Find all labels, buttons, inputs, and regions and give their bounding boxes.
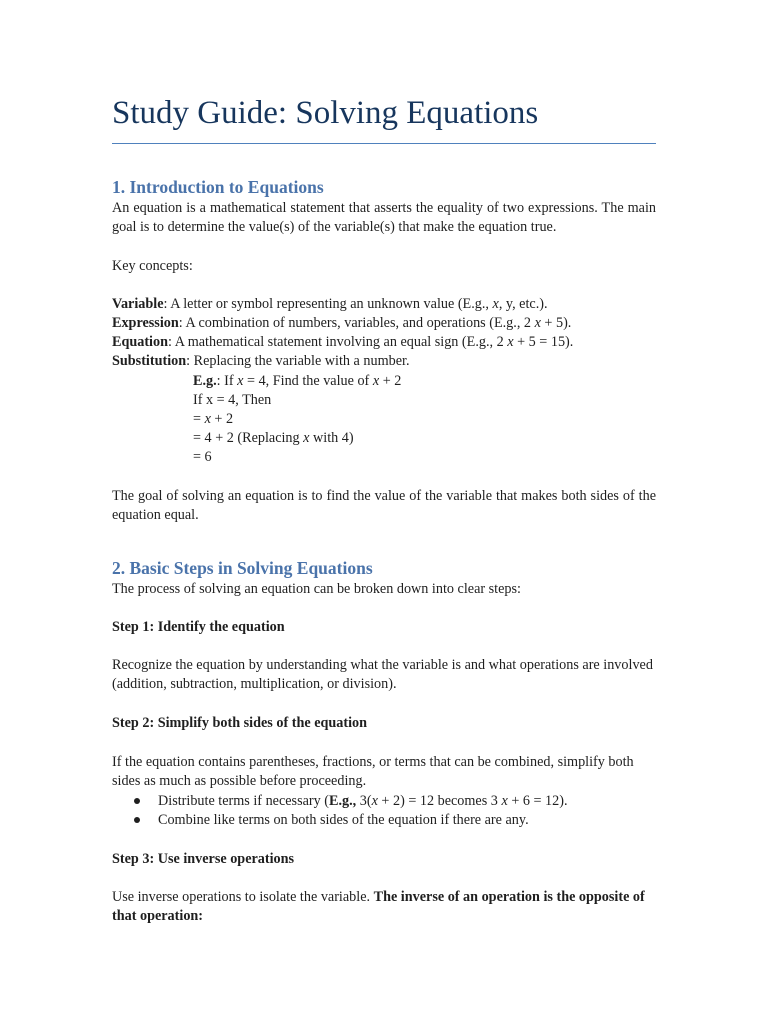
definition-expression: Expression: A combination of numbers, variables, and operations (E.g., 2 x + 5). [112,315,572,331]
section-heading-intro: 1. Introduction to Equations [112,177,324,197]
term-expression: Expression [112,315,179,331]
step3-heading: Step 3: Use inverse operations [112,851,295,867]
example-line-4: = 4 + 2 (Replacing x with 4) [193,430,354,446]
step1-heading: Step 1: Identify the equation [112,619,285,635]
goal-paragraph: The goal of solving an equation is to find the value of the variable that makes both sides of the equation equal. [112,488,656,524]
step2-bullet-list [112,792,656,830]
term-substitution: Substitution [112,353,187,369]
list-item: Distribute terms if necessary (E.g., 3(x + 2) = 12 becomes 3 x + 6 = 12). [112,792,656,811]
title-underline [112,143,656,144]
definition-variable: Variable: A letter or symbol representing an unknown value (E.g., x, y, etc.). [112,296,548,312]
step3-paragraph: Use inverse operations to isolate the variable. The inverse of an operation is the opposite of that operation: [112,889,645,925]
definition-equation: Equation: A mathematical statement involving an equal sign (E.g., 2 x + 5 = 15). [112,334,574,350]
bullet-icon [134,817,140,823]
list-item: Combine like terms on both sides of the equation if there are any. [112,811,656,830]
definition-substitution: Substitution: Replacing the variable with a number. [112,353,410,369]
intro-paragraph: An equation is a mathematical statement that asserts the equality of two expressions. The main goal is to determine the value(s) of the variable(s) that make the equation true. [112,200,656,236]
term-equation: Equation [112,334,168,350]
page-title: Study Guide: Solving Equations [112,95,539,131]
step2-paragraph: If the equation contains parentheses, fractions, or terms that can be combined, simplify both sides as much as possible before proceeding. [112,754,634,790]
term-variable: Variable [112,296,164,312]
bullet-icon [134,798,140,804]
key-concepts-label: Key concepts: [112,258,193,274]
example-line-5: = 6 [193,449,212,465]
step2-heading: Step 2: Simplify both sides of the equation [112,715,368,731]
example-line-1: E.g.: If x = 4, Find the value of x + 2 [193,373,402,389]
example-line-2: If x = 4, Then [193,392,272,408]
steps-intro: The process of solving an equation can be broken down into clear steps: [112,581,521,597]
example-line-3: = x + 2 [193,411,234,427]
step1-paragraph: Recognize the equation by understanding what the variable is and what operations are involved (addition, subtraction, multiplication, or division). [112,657,653,693]
section-heading-basic-steps: 2. Basic Steps in Solving Equations [112,558,373,578]
